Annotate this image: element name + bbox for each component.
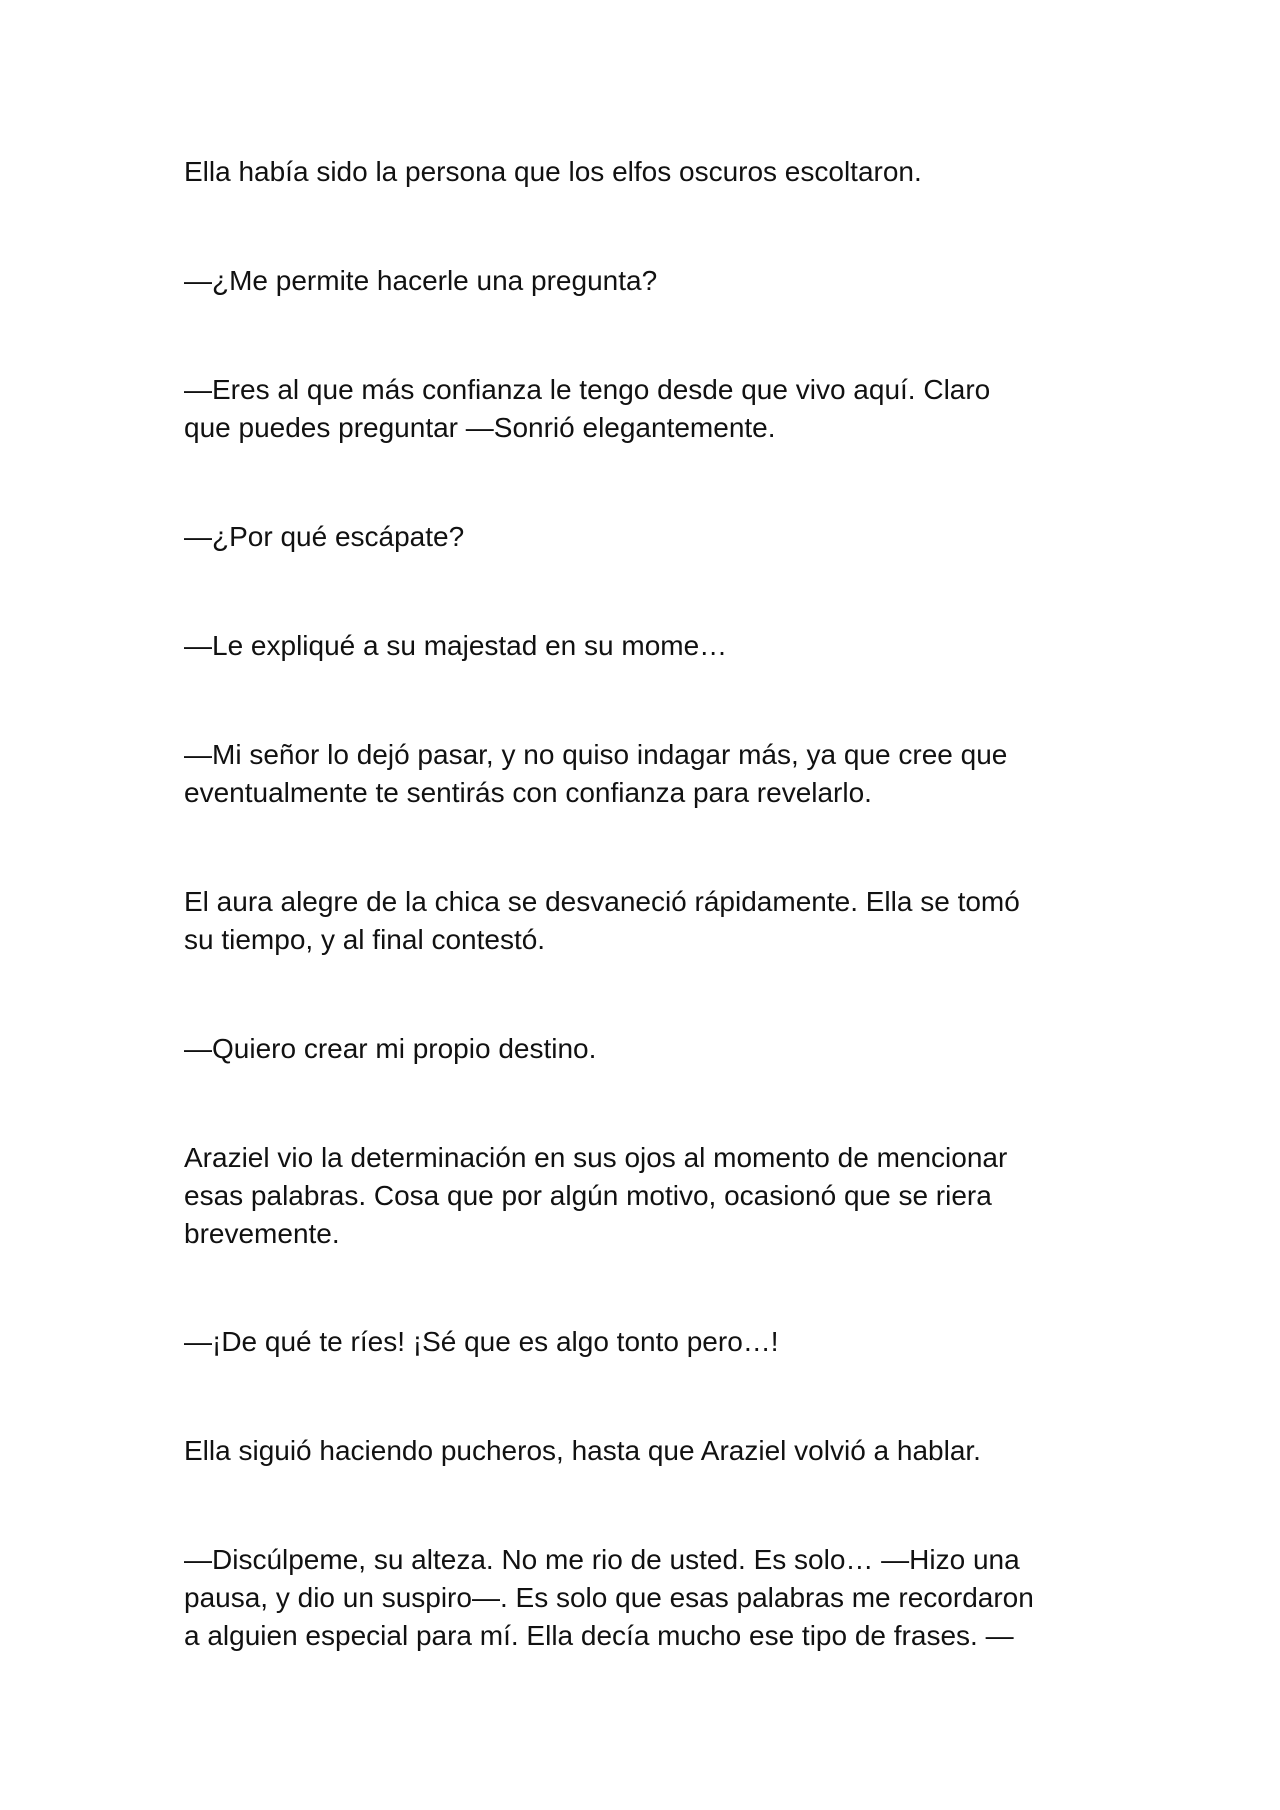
text-line: eventualmente te sentirás con confianza para revelarlo. <box>184 777 872 808</box>
text-line: —Quiero crear mi propio destino. <box>184 1033 597 1064</box>
text-line: —Eres al que más confianza le tengo desde que vivo aquí. Claro <box>184 374 991 405</box>
text-line: —¿Me permite hacerle una pregunta? <box>184 265 658 296</box>
paragraph <box>184 1030 1114 1068</box>
text-line: —Discúlpeme, su alteza. No me rio de usted. Es solo… —Hizo una <box>184 1544 1020 1575</box>
paragraph <box>184 627 1114 665</box>
text-line: pausa, y dio un suspiro—. Es solo que esas palabras me recordaron <box>184 1582 1034 1613</box>
paragraph <box>184 883 1114 959</box>
text-line: El aura alegre de la chica se desvaneció rápidamente. Ella se tomó <box>184 886 1020 917</box>
text-line: Araziel vio la determinación en sus ojos al momento de mencionar <box>184 1142 1008 1173</box>
paragraph <box>184 371 1114 447</box>
text-line: a alguien especial para mí. Ella decía mucho ese tipo de frases. — <box>184 1620 1014 1651</box>
text-line: que puedes preguntar —Sonrió elegantemente. <box>184 412 776 443</box>
paragraph <box>184 1139 1114 1253</box>
text-line: brevemente. <box>184 1218 340 1249</box>
text-line: esas palabras. Cosa que por algún motivo, ocasionó que se riera <box>184 1180 992 1211</box>
text-line: —¿Por qué escápate? <box>184 521 465 552</box>
text-line: —Le expliqué a su majestad en su mome… <box>184 630 728 661</box>
text-line: —Mi señor lo dejó pasar, y no quiso indagar más, ya que cree que <box>184 739 1008 770</box>
paragraph <box>184 518 1114 556</box>
text-line: su tiempo, y al final contestó. <box>184 924 546 955</box>
paragraph <box>184 153 1114 191</box>
text-line: Ella había sido la persona que los elfos oscuros escoltaron. <box>184 156 922 187</box>
text-line: —¡De qué te ríes! ¡Sé que es algo tonto pero…! <box>184 1326 779 1357</box>
paragraph <box>184 1541 1114 1655</box>
text-line: Ella siguió haciendo pucheros, hasta que Araziel volvió a hablar. <box>184 1435 981 1466</box>
paragraph <box>184 262 1114 300</box>
paragraph <box>184 1432 1114 1470</box>
paragraph <box>184 736 1114 812</box>
paragraph <box>184 1323 1114 1361</box>
